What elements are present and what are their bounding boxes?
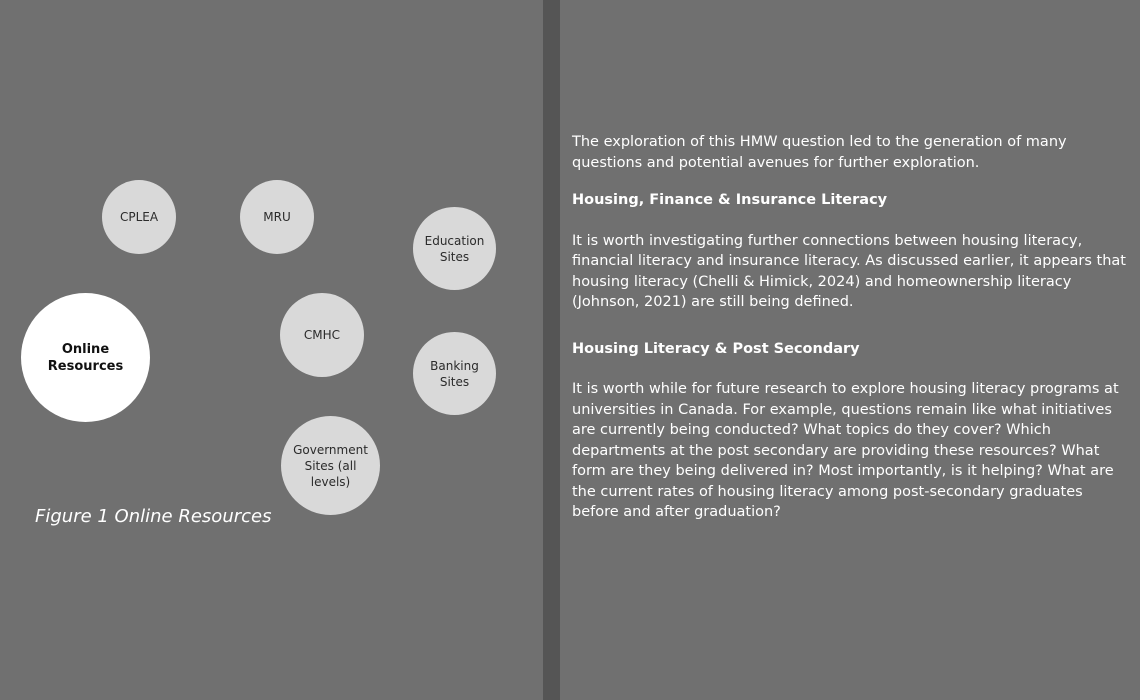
bubble-mru: MRU bbox=[240, 180, 314, 254]
section-heading-housing-post-secondary: Housing Literacy & Post Secondary bbox=[572, 340, 860, 357]
figure-caption: Figure 1 Online Resources bbox=[35, 506, 272, 527]
bubble-cplea: CPLEA bbox=[102, 180, 176, 254]
text-panel bbox=[560, 0, 1140, 700]
bubble-cmhc: CMHC bbox=[280, 293, 364, 377]
bubble-banking-sites: Banking Sites bbox=[413, 332, 496, 415]
intro-paragraph: The exploration of this HMW question led to the generation of many questions and potential avenues for further exploration. bbox=[572, 134, 1067, 171]
panel-divider[interactable] bbox=[543, 0, 560, 700]
section-heading-housing-finance-insurance: Housing, Finance & Insurance Literacy bbox=[572, 192, 888, 208]
bubble-online-resources: Online Resources bbox=[21, 293, 150, 422]
bubble-education-sites: Education Sites bbox=[413, 207, 496, 290]
text-content bbox=[572, 132, 1130, 549]
figure-panel bbox=[0, 0, 543, 700]
section-body-housing-finance-insurance: It is worth investigating further connections between housing literacy, financial literacy and insurance literacy. As discussed earlier, it appears that housing literacy (Chelli & Himick, 2024) and homeownership literacy (Johnson, 2021) are still being defined. bbox=[572, 232, 1126, 310]
section-body-housing-post-secondary: It is worth while for future research to explore housing literacy programs at universities in Canada. For example, questions remain like what initiatives are currently being conducted? What topics do they cover? Which departments at the post secondary are providing these resources? What form are they being delivered in? Most importantly, is it helping? What are the current rates of housing literacy among post-secondary graduates before and after graduation? bbox=[572, 381, 1119, 520]
bubble-government-sites: Government Sites (all levels) bbox=[281, 416, 380, 515]
